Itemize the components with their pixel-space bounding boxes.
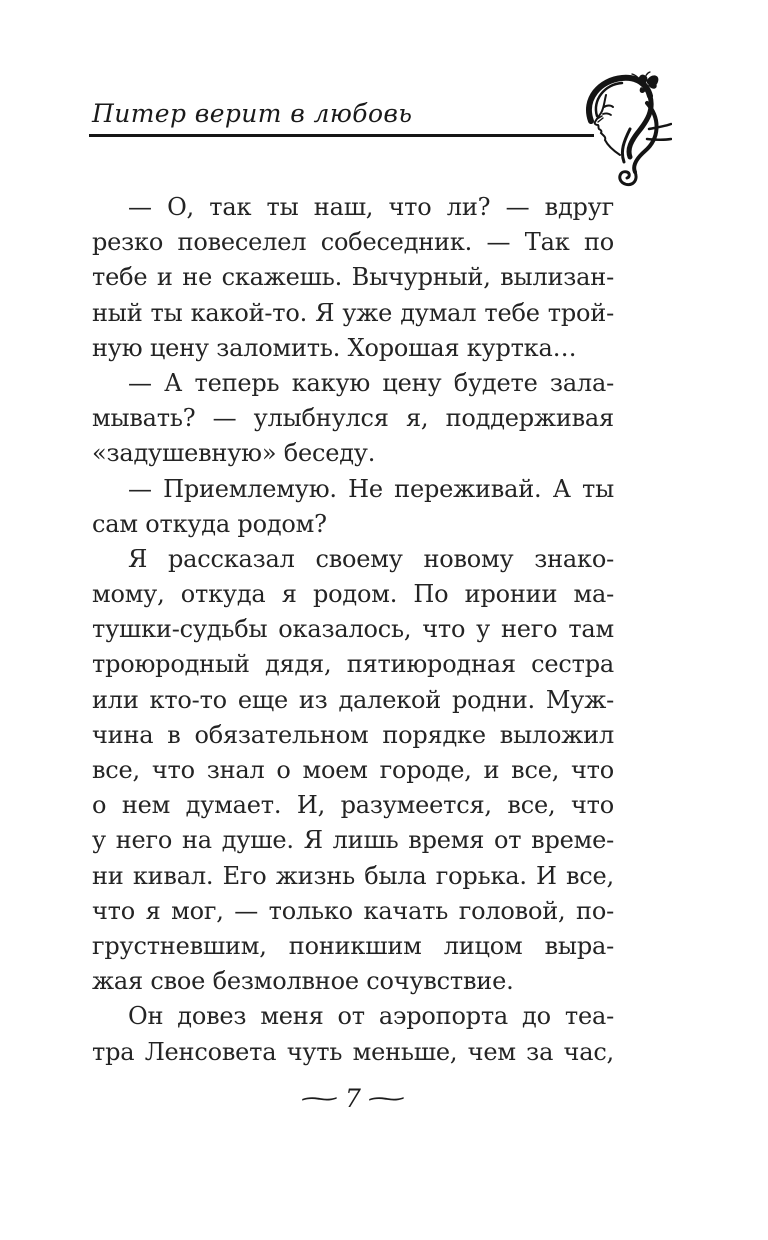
text-line: все, что знал о моем городе, и все, что bbox=[92, 756, 614, 784]
page-number: 7 bbox=[345, 1084, 361, 1113]
woman-butterfly-ornament-icon bbox=[578, 71, 672, 187]
paragraph bbox=[92, 366, 614, 472]
footer-ornament-left: ~ bbox=[296, 1086, 343, 1111]
text-line: жая свое безмолвное сочувствие. bbox=[92, 967, 514, 996]
page-footer bbox=[92, 1084, 614, 1113]
text-line: резко повеселел собеседник. — Так по bbox=[92, 228, 614, 257]
text-line: о нем думает. И, разумеется, все, что bbox=[92, 791, 614, 820]
running-head-title: Питер верит в любовь bbox=[92, 99, 413, 128]
text-line: что я мог, — только качать головой, по- bbox=[92, 896, 614, 925]
text-line: мому, откуда я родом. По иронии ма- bbox=[92, 580, 614, 609]
text-line: у него на душе. Я лишь время от време- bbox=[92, 826, 614, 855]
text-line: Я рассказал своему новому знако- bbox=[128, 544, 614, 573]
text-line: ный ты какой-то. Я уже думал тебе трой- bbox=[92, 298, 614, 327]
header-rule bbox=[89, 134, 594, 137]
text-line: сам откуда родом? bbox=[92, 509, 327, 538]
paragraph bbox=[92, 190, 614, 366]
text-line: тушки-судьбы оказалось, что у него там bbox=[92, 615, 614, 644]
paragraph bbox=[92, 472, 614, 542]
text-line: ни кивал. Его жизнь была горька. И все, bbox=[92, 861, 614, 890]
text-line: троюродный дядя, пятиюродная сестра bbox=[92, 650, 614, 679]
text-line: чина в обязательном порядке выложил bbox=[92, 720, 614, 749]
text-line: или кто-то еще из далекой родни. Муж- bbox=[92, 685, 614, 714]
text-line: мывать? — улыбнулся я, поддерживая bbox=[92, 404, 614, 433]
paragraph bbox=[92, 999, 614, 1069]
text-line: грустневшим, поникшим лицом выра- bbox=[92, 931, 614, 960]
text-line: тебе и не скажешь. Вычурный, вылизан- bbox=[92, 263, 614, 292]
text-line: Он довез меня от аэропорта до теа- bbox=[128, 1002, 614, 1031]
text-line: — О, так ты наш, что ли? — вдруг bbox=[128, 193, 614, 221]
text-line: ную цену заломить. Хорошая куртка… bbox=[92, 333, 577, 362]
text-line: тра Ленсовета чуть меньше, чем за час, bbox=[92, 1037, 614, 1066]
text-line: — Приемлемую. Не переживай. А ты bbox=[128, 474, 614, 503]
footer-ornament-right: ~ bbox=[363, 1086, 410, 1111]
text-line: — А теперь какую цену будете зала- bbox=[128, 368, 614, 397]
page-body bbox=[92, 190, 614, 1070]
text-line: «задушевную» беседу. bbox=[92, 439, 376, 468]
paragraph bbox=[92, 542, 614, 999]
